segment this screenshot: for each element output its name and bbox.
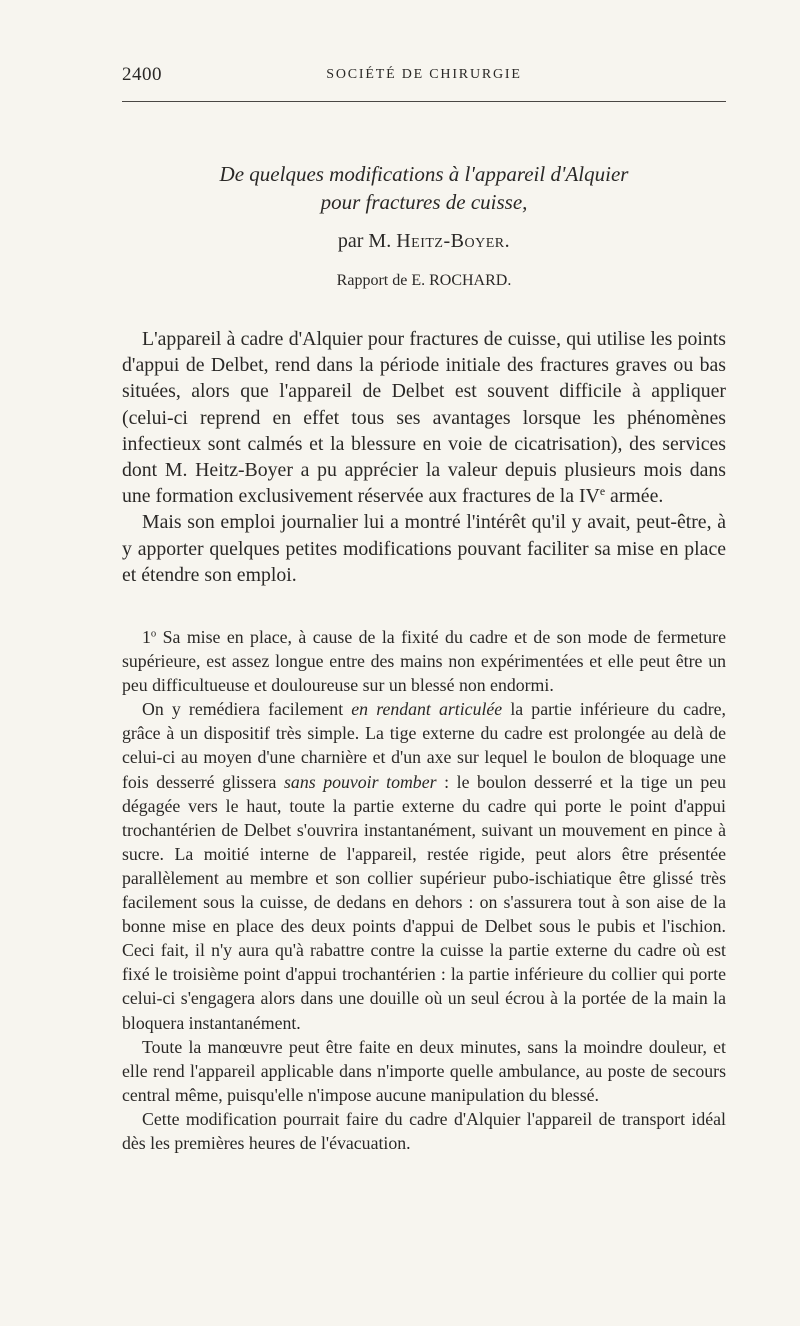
header-rule (122, 101, 726, 102)
paragraph-1 (122, 326, 726, 509)
article-title-line-1: De quelques modifications à l'appareil d'Alquier (219, 162, 629, 186)
paragraph-3-ordinal: o (150, 627, 157, 640)
page-number: 2400 (122, 64, 162, 85)
paragraph-3 (122, 625, 726, 697)
paragraph-4-text-b: la partie inférieure du cadre, grâce à un dispositif très simple. La tige externe du cadre est prolongée au delà de celui-ci au moyen d'une charnière et d'un axe sur lequel le boulon de bloquage une fois desserré glissera (122, 699, 727, 792)
article-title-line-2: pour fractures de cuisse, (320, 190, 528, 214)
author-line (122, 228, 726, 254)
body-main-text (122, 326, 726, 588)
journal-page (122, 0, 726, 1326)
paragraph-6: Cette modification pourrait faire du cadre d'Alquier l'appareil de transport idéal dès les premières heures de l'évacuation. (122, 1108, 726, 1153)
paragraph-1-end: armée. (605, 485, 664, 508)
paragraph-2: Mais son emploi journalier lui a montré l'intérêt qu'il y avait, peut-être, à y apporter quelques petites modifications pouvant faciliter sa mise en place et étendre son emploi. (122, 511, 726, 586)
author-prefix: par M. (337, 230, 397, 252)
page-header (122, 64, 726, 94)
report-line: Rapport de E. ROCHARD. (336, 272, 512, 289)
body-detail-text (122, 625, 726, 1155)
paragraph-5: Toute la manœuvre peut être faite en deux minutes, sans la moindre douleur, et elle rend l'appareil applicable dans n'importe quelle ambulance, au poste de secours central même, puisqu'elle n'impose aucune manipulation du blessé. (122, 1036, 726, 1105)
paragraph-4-text-a: On y remédiera facilement (142, 699, 352, 720)
running-head: SOCIÉTÉ DE CHIRURGIE (326, 67, 522, 82)
paragraph-1-text: L'appareil à cadre d'Alquier pour fractures de cuisse, qui utilise les points d'appui de Delbet, rend dans la période initiale des fractures graves ou bas situées, alors que l'appareil de Delbet est souvent difficile à appliquer (celui-ci reprend en effet tous ses avantages lorsque les phénomènes infectieux sont calmés et la blessure en voie de cicatrisation), des services dont M. Heitz-Boyer a pu apprécier la valeur depuis plusieurs mois dans une formation exclusivement réservée aux fractures de la IV (122, 328, 726, 508)
article-title-block (122, 160, 726, 292)
paragraph-4-text-c: : le boulon desserré et la tige un peu dégagée vers le haut, toute la partie externe du cadre qui porte le point d'appui trochantérien de Delbet s'ouvrira instantanément, suivant un mouvement en pince à sucre. La moitié interne de l'appareil, restée rigide, peut alors être présentée parallèlement au membre et son collier supérieur pubo-ischiatique être glissé très facilement sous la cuisse, de dedans en dehors : on s'assurera tout à son aise de la bonne mise en place des deux points d'appui de Delbet sous le pubis et l'ischion. Ceci fait, il n'y aura qu'à rabattre contre la cuisse la partie externe du cadre où est fixé le troisième point d'appui trochantérien : la partie inférieure du collier qui porte celui-ci s'engagera alors dans une douille où un seul écrou à la portée de la main la bloquera instantanément. (122, 771, 727, 1033)
paragraph-3-number: 1 (142, 627, 151, 647)
paragraph-3-text: Sa mise en place, à cause de la fixité du cadre et de son mode de fermeture supérieure, est assez longue entre des mains non expérimentées et elle peut être un peu difficultueuse et douloureuse sur un blessé non endormi. (122, 627, 726, 696)
author-name: Heitz-Boyer. (396, 230, 511, 252)
paragraph-1-superscript: e (599, 484, 606, 499)
paragraph-4-italic-1: en rendant articulée (351, 699, 503, 720)
paragraph-4-italic-2: sans pouvoir tomber (284, 771, 437, 792)
paragraph-4 (122, 697, 726, 1034)
